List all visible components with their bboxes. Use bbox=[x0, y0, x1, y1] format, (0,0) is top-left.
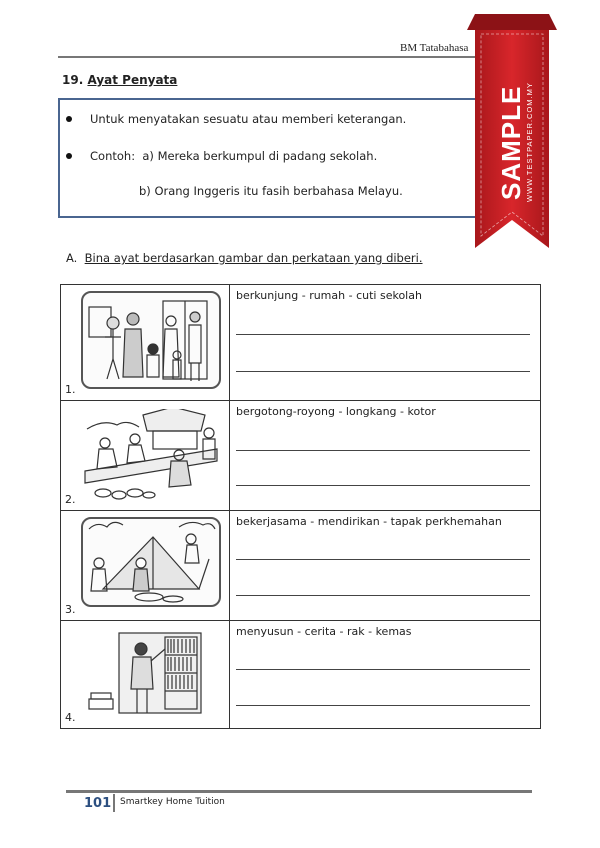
table-row bbox=[61, 621, 541, 729]
watermark-url: WWW.TESTPAPER.COM.MY bbox=[525, 82, 534, 202]
tent-pitching-illustration bbox=[81, 517, 221, 607]
exercise-instruction bbox=[66, 251, 423, 265]
footer-rule bbox=[66, 790, 532, 793]
writing-line bbox=[236, 595, 530, 596]
writing-line bbox=[236, 559, 530, 560]
bookshelf-illustration bbox=[81, 627, 221, 719]
bullet-dot bbox=[66, 153, 72, 159]
page-number: 101 bbox=[84, 796, 112, 811]
section-heading: Ayat Penyata bbox=[87, 73, 178, 87]
example-label: Contoh: bbox=[90, 149, 136, 163]
exercise-letter: A. bbox=[66, 251, 78, 265]
item-number: 1. bbox=[65, 383, 76, 396]
writing-line bbox=[236, 450, 530, 451]
item-number: 4. bbox=[65, 711, 76, 724]
picture-cell bbox=[61, 621, 230, 729]
exercise-text: Bina ayat berdasarkan gambar dan perkataan yang diberi. bbox=[84, 251, 423, 265]
writing-line bbox=[236, 705, 530, 706]
keywords: bekerjasama - mendirikan - tapak perkhemahan bbox=[236, 515, 502, 528]
watermark-sample-text: SAMPLE bbox=[496, 85, 526, 200]
family-visit-illustration bbox=[81, 291, 221, 389]
keywords: bergotong-royong - longkang - kotor bbox=[236, 405, 436, 418]
writing-line bbox=[236, 485, 530, 486]
definition-text: Untuk menyatakan sesuatu atau memberi keterangan. bbox=[90, 112, 407, 126]
section-number: 19. bbox=[62, 73, 84, 87]
footer-divider bbox=[113, 794, 115, 812]
answer-cell bbox=[230, 621, 541, 729]
definition-bullet bbox=[66, 112, 406, 126]
example-b: b) Orang Inggeris itu fasih berbahasa Melayu. bbox=[139, 184, 403, 198]
picture-cell bbox=[61, 401, 230, 511]
section-title bbox=[62, 73, 177, 87]
running-header: BM Tatabahasa bbox=[400, 42, 469, 54]
writing-line bbox=[236, 371, 530, 372]
answer-cell bbox=[230, 511, 541, 621]
item-number: 3. bbox=[65, 603, 76, 616]
header-rule bbox=[58, 56, 530, 58]
picture-cell bbox=[61, 285, 230, 401]
bullet-dot bbox=[66, 116, 72, 122]
example-bullet bbox=[66, 149, 377, 163]
footer-text: Smartkey Home Tuition bbox=[120, 797, 225, 807]
answer-cell bbox=[230, 285, 541, 401]
writing-line bbox=[236, 669, 530, 670]
item-number: 2. bbox=[65, 493, 76, 506]
exercise-table bbox=[60, 284, 541, 729]
table-row bbox=[61, 511, 541, 621]
writing-line bbox=[236, 334, 530, 335]
keywords: berkunjung - rumah - cuti sekolah bbox=[236, 289, 422, 302]
table-row bbox=[61, 285, 541, 401]
example-a: a) Mereka berkumpul di padang sekolah. bbox=[142, 149, 378, 163]
keywords: menyusun - cerita - rak - kemas bbox=[236, 625, 412, 638]
picture-cell bbox=[61, 511, 230, 621]
table-row bbox=[61, 401, 541, 511]
answer-cell bbox=[230, 401, 541, 511]
cleaning-drain-illustration bbox=[81, 407, 221, 503]
